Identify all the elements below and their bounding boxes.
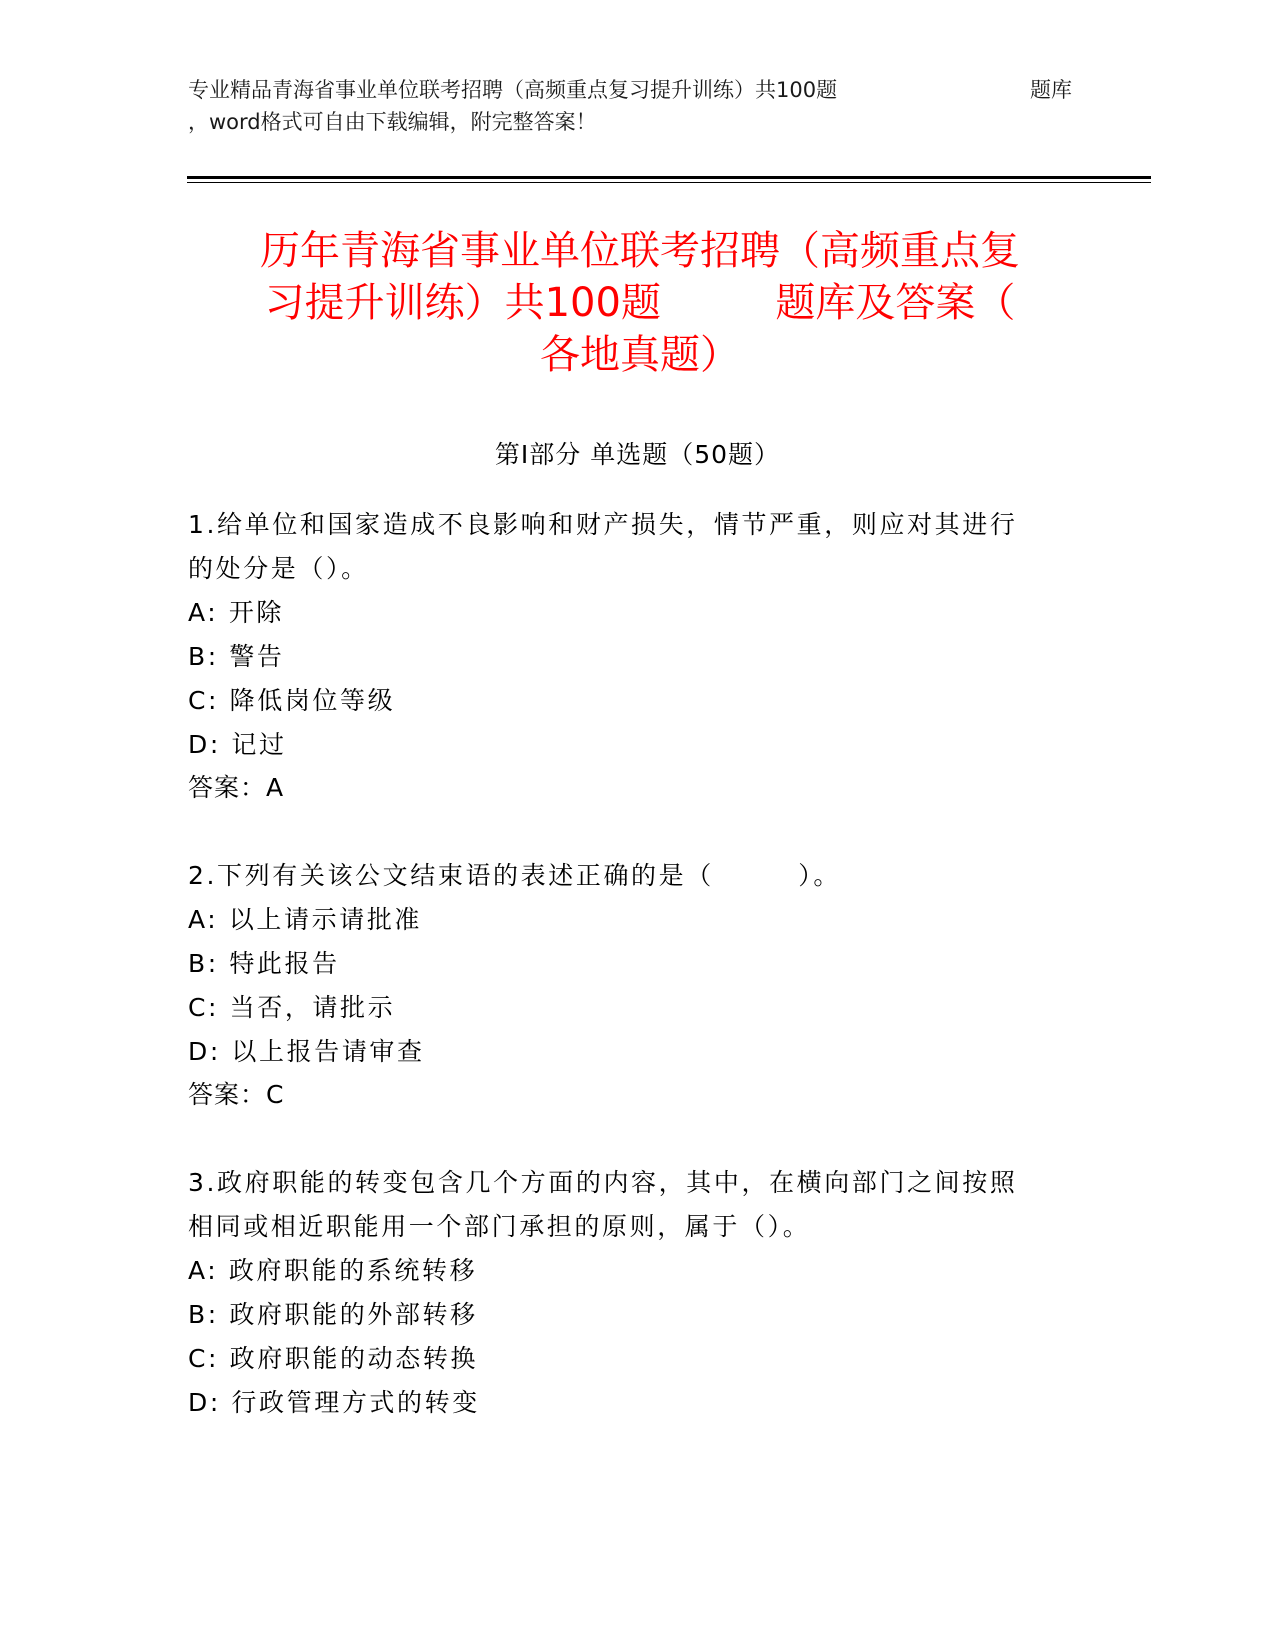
option-d: D: 行政管理方式的转变 (188, 1388, 480, 1417)
question-text-line: 相同或相近职能用一个部门承担的原则，属于（）。 (188, 1212, 811, 1241)
question-text-line: 1.给单位和国家造成不良影响和财产损失，情节严重，则应对其进行 (188, 510, 1018, 539)
section-heading: 第Ⅰ部分 单选题（50题） (494, 440, 781, 469)
answer-line: 答案：A (188, 773, 285, 802)
answer-line: 答案：C (188, 1080, 285, 1109)
option-d: D: 以上报告请审查 (188, 1037, 425, 1066)
option-a: A: 政府职能的系统转移 (188, 1256, 478, 1285)
option-c: C: 降低岗位等级 (188, 686, 396, 715)
document-title (190, 225, 1090, 381)
header-rule-thick (187, 176, 1151, 179)
option-b: B: 政府职能的外部转移 (188, 1300, 478, 1329)
header-rule-thin (187, 182, 1151, 183)
question-text-line: 2.下列有关该公文结束语的表述正确的是（ ）。 (188, 861, 841, 890)
option-b: B: 警告 (188, 642, 285, 671)
option-c: C: 政府职能的动态转换 (188, 1344, 479, 1373)
title-line-2: 习提升训练）共100题 题库及答案（ (264, 280, 1016, 326)
option-b: B: 特此报告 (188, 949, 340, 978)
option-a: A: 开除 (188, 598, 285, 627)
option-c: C: 当否，请批示 (188, 993, 396, 1022)
question-text-line: 3.政府职能的转变包含几个方面的内容，其中，在横向部门之间按照 (188, 1168, 1018, 1197)
question-text-line: 的处分是（）。 (188, 554, 369, 583)
header-line-1: 专业精品青海省事业单位联考招聘（高频重点复习提升训练）共100题 (188, 78, 838, 102)
header-line-1-right: 题库 (1030, 78, 1072, 102)
title-line-1: 历年青海省事业单位联考招聘（高频重点复 (260, 228, 1020, 274)
option-a: A: 以上请示请批准 (188, 905, 423, 934)
title-line-3: 各地真题） (540, 332, 740, 378)
option-d: D: 记过 (188, 730, 287, 759)
header-line-2: ，word格式可自由下载编辑，附完整答案！ (188, 110, 597, 134)
